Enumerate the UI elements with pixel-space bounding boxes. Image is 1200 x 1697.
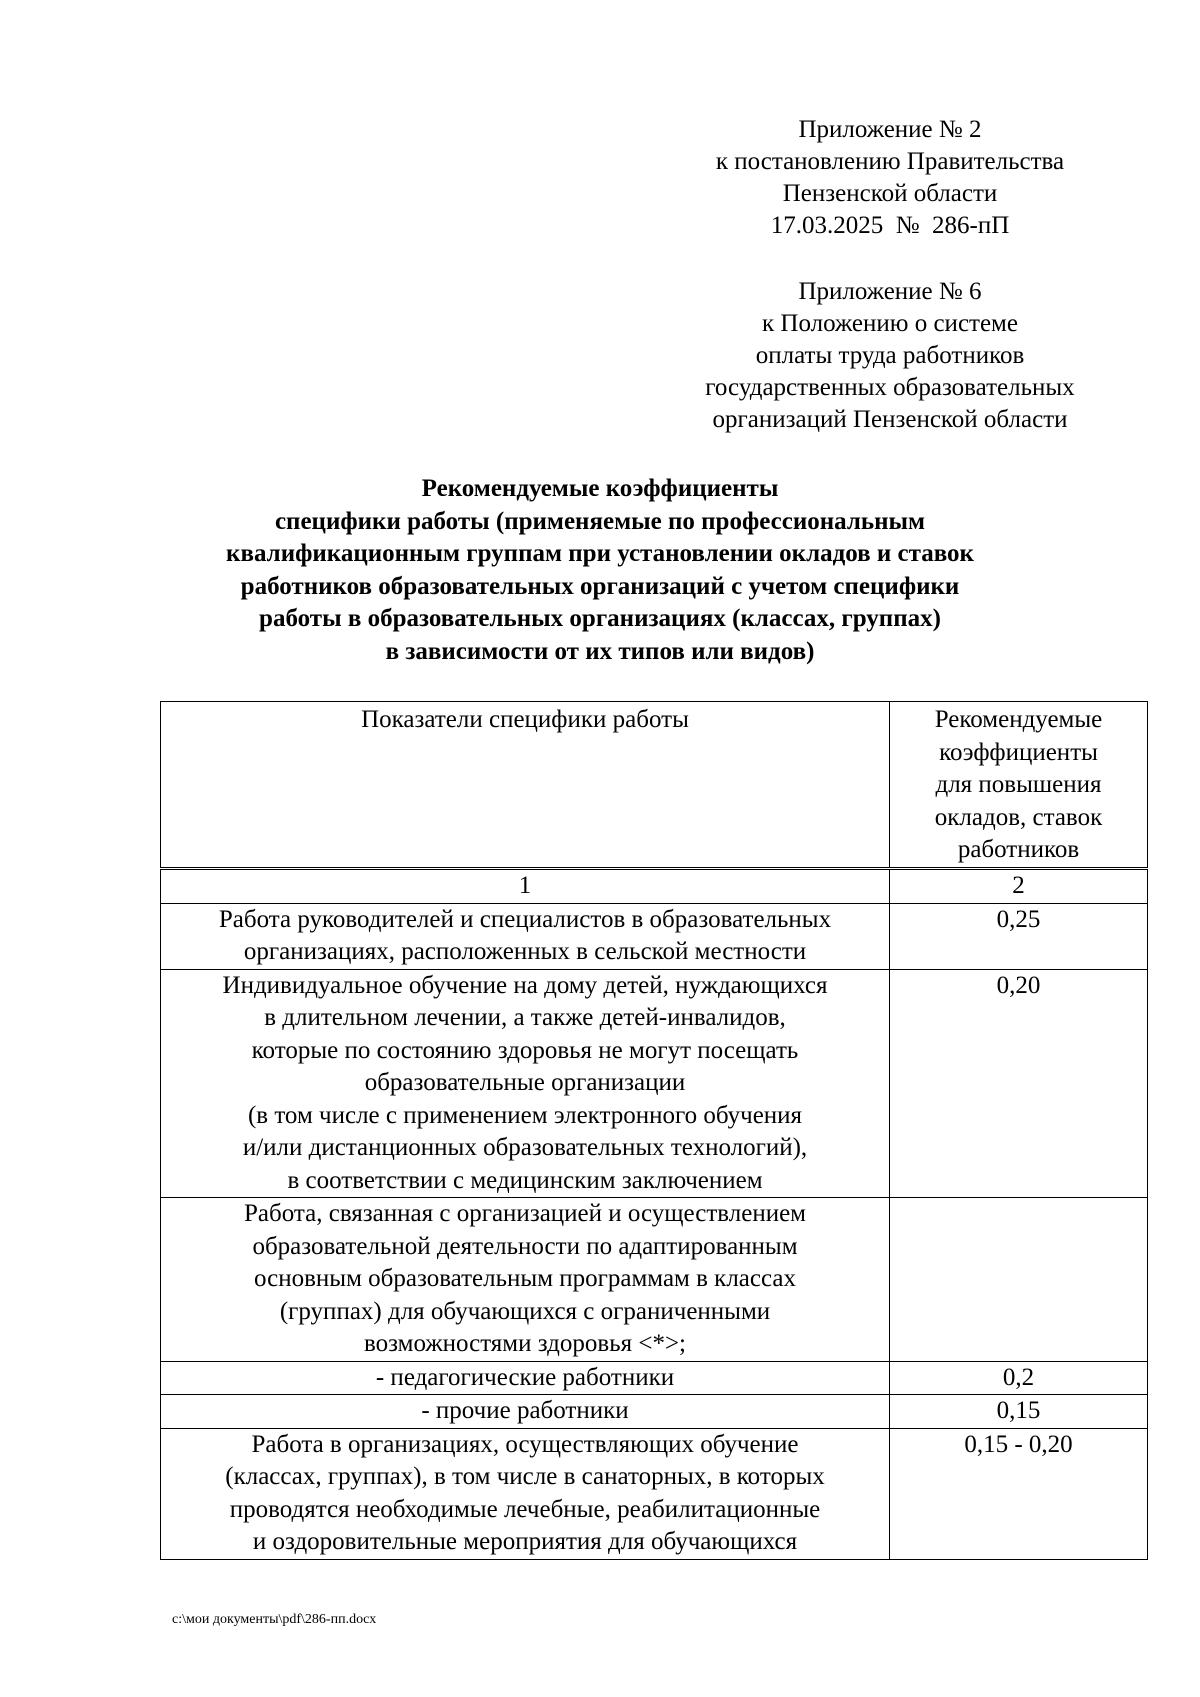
indicator-cell — [161, 1395, 890, 1429]
indicator-line: и оздоровительные мероприятия для обучающихся — [252, 1528, 798, 1555]
indicator-line: - прочие работники — [421, 1397, 629, 1424]
coefficient-cell: 0,15 — [890, 1395, 1148, 1429]
footer-file-path: c:\мои документы\pdf\286-пп.docx — [172, 1612, 377, 1627]
appendix-6-block — [665, 276, 1115, 436]
indicator-line: Работа руководителей и специалистов в образовательных — [218, 905, 832, 933]
coefficient-cell — [890, 1198, 1148, 1362]
header-line: окладов, ставок — [934, 803, 1103, 831]
coefficient-cell: 0,25 — [890, 903, 1148, 969]
header-cell-coefficients — [890, 702, 1148, 868]
indicator-line: основным образовательным программам в классах — [254, 1265, 796, 1292]
indicator-line: в соответствии с медицинским заключением — [287, 1166, 763, 1194]
appendix-2-line: к постановлению Правительства — [715, 148, 1065, 175]
table-row — [161, 969, 1148, 1198]
appendix-6-line: государственных образовательных — [705, 374, 1075, 401]
table-row — [161, 1428, 1148, 1559]
indicator-line: которые по состоянию здоровья не могут посещать — [251, 1036, 799, 1064]
indicator-line: Индивидуальное обучение на дому детей, нуждающихся — [222, 971, 828, 999]
indicator-line: (классах, группах), в том числе в санаторных, в которых — [225, 1463, 825, 1490]
coefficients-table — [160, 869, 1148, 1560]
coefficient-cell: 0,15 - 0,20 — [890, 1428, 1148, 1559]
appendix-2-block — [665, 114, 1115, 242]
title-line: работы в образовательных организациях (классах, группах) — [259, 605, 941, 632]
title-line: специфики работы (применяемые по профессиональным — [274, 507, 926, 535]
appendix-2-line: Пензенской области — [782, 180, 998, 207]
indicator-line: Работа в организациях, осуществляющих обучение — [251, 1430, 799, 1458]
title-line: Рекомендуемые коэффициенты — [421, 475, 779, 502]
header-cell-indicators — [161, 702, 890, 868]
appendix-6-line: к Положению о системе — [762, 310, 1018, 337]
indicator-line: образовательной деятельности по адаптированным — [252, 1232, 798, 1260]
title-line: квалификационным группам при установлении окладов и ставок — [226, 540, 974, 567]
indicator-cell — [161, 969, 890, 1198]
indicator-cell — [161, 1428, 890, 1559]
header-line: для повышения — [935, 771, 1102, 798]
indicator-line: возможностями здоровья <*>; — [363, 1330, 686, 1357]
title-line: в зависимости от их типов или видов) — [385, 637, 815, 665]
indicator-line: и/или дистанционных образовательных технологий), — [242, 1134, 808, 1161]
table-row — [161, 903, 1148, 969]
column-number-cell: 2 — [890, 870, 1148, 904]
indicator-line: в длительном лечении, а также детей-инвалидов, — [264, 1004, 786, 1031]
appendix-2-date-number: 17.03.2025 № 286-пП — [770, 212, 1010, 239]
table-row — [161, 1361, 1148, 1395]
indicator-line: (группах) для обучающихся с ограниченными — [279, 1297, 771, 1325]
indicator-cell — [161, 1361, 890, 1395]
header-line: Показатели специфики работы — [361, 706, 689, 733]
column-number-row — [161, 870, 1148, 904]
indicator-line: Работа, связанная с организацией и осуществлением — [244, 1200, 806, 1227]
table-header — [160, 701, 1148, 868]
indicator-line: (в том числе с применением электронного обучения — [247, 1101, 803, 1129]
coefficient-cell: 0,2 — [890, 1361, 1148, 1395]
header-line: коэффициенты — [939, 738, 1098, 766]
header-line: Рекомендуемые — [934, 706, 1103, 733]
title-line: работников образовательных организаций с учетом специфики — [240, 572, 960, 600]
indicator-line: - педагогические работники — [375, 1363, 675, 1391]
table-row — [161, 1395, 1148, 1429]
indicator-line: организациях, расположенных в сельской местности — [243, 938, 807, 965]
column-number-cell: 1 — [161, 870, 890, 904]
table-row — [161, 1198, 1148, 1362]
appendix-2-line: Приложение № 2 — [798, 116, 982, 143]
table-header-row — [161, 702, 1148, 868]
indicator-line: образовательные организации — [364, 1069, 686, 1096]
coefficient-cell: 0,20 — [890, 969, 1148, 1198]
document-title — [150, 473, 1050, 668]
indicator-cell — [161, 903, 890, 969]
appendix-6-line: организаций Пензенской области — [712, 406, 1068, 433]
appendix-6-line: Приложение № 6 — [798, 278, 982, 305]
appendix-6-line: оплаты труда работников — [755, 342, 1025, 369]
indicator-cell — [161, 1198, 890, 1362]
indicator-line: проводятся необходимые лечебные, реабилитационные — [229, 1495, 821, 1523]
header-line: работников — [957, 836, 1080, 863]
